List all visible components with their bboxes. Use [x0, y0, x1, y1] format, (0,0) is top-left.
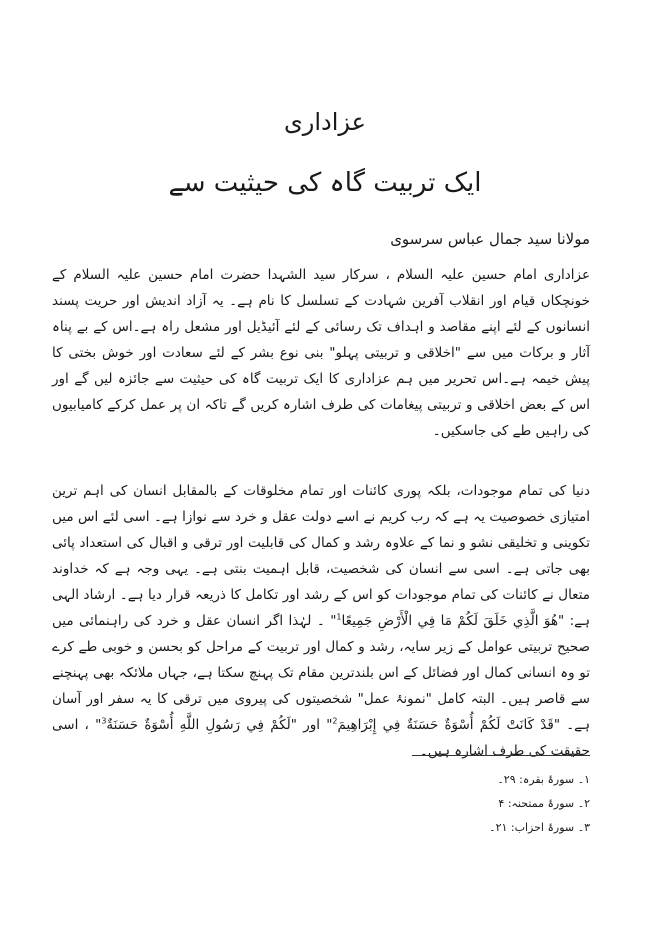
body-paragraph: [52, 478, 590, 764]
page-title: عزاداری: [284, 108, 366, 136]
footnote-reference: 1: [336, 612, 342, 622]
paragraph-text: " اور ": [290, 717, 333, 733]
body-paragraph: عزاداری امام حسین علیہ السلام ، سرکار سید الشہدا حضرت امام حسین علیہ السلام کے خونچکاں قیام اور انقلاب آفرین شہادت کے تسلسل کا نام ہے۔ یہ آزاد اندیش اور حریت پسند انسانوں کے لئے اپنے مقاصد و اہداف تک رسائی کے لئے آئیڈیل اور مشعل راہ ہے۔اس کے بے پناہ آثار و برکات میں سے "اخلاقی و تربیتی پہلو" بنی نوع بشر کے لئے سعادت اور خوش بختی کا پیش خیمہ ہے۔اس تحریر میں ہم عزاداری کا ایک تربیت گاہ کی حیثیت سے جائزہ لیں گے اور اس کے بعض اخلاقی و تربیتی پیغامات کی طرف اشارہ کریں گے تاکہ ان پر عمل کرکے کامیابیوں کی راہیں طے کی جاسکیں۔: [52, 267, 590, 439]
page-subtitle: ایک تربیت گاہ کی حیثیت سے: [168, 168, 482, 198]
paragraph-text: " ، اسی حقیقت کی طرف اشارہ ہیں۔: [52, 717, 590, 759]
paragraph-text: دنیا کی تمام موجودات، بلکہ پوری کائنات اور تمام مخلوقات کے بالمقابل انسان کی اہم ترین امتیازی خصوصیت یہ ہے کہ رب کریم نے اسے دولت عقل و خرد سے نوازا ہے۔ اسی لئے اس میں تکوینی و تخلیقی نشو و نما کے علاوہ رشد و کمال کی قابلیت اور ترقی و اقبال کی استعداد پائی بھی جاتی ہے۔ اسی سے انسان کی شخصیت، قابل اہمیت بنتی ہے۔ یہی وجہ ہے کہ خداوند متعال نے کائنات کی تمام موجودات کو اس کے رشد اور تکامل کا ذریعہ قرار دیا ہے۔ ارشاد الہی ہے: ": [52, 483, 590, 629]
footnote-item: ۳۔ سورۂ احزاب: ۲۱۔: [489, 821, 590, 834]
quran-verse: قَدْ كَانَتْ لَكُمْ أُسْوَةٌ حَسَنَةٌ فِي إِبْرَاهِيمَ: [337, 717, 554, 733]
quran-verse: لَكُمْ فِي رَسُولِ اللَّهِ أُسْوَةٌ حَسَنَةٌ: [106, 717, 291, 733]
paragraph-text: " ۔ لہٰذا اگر انسان عقل و خرد کی راہنمائی میں صحیح تربیتی عوامل کے زیر سایہ، رشد و کمال اور تربیت کے مراحل کو بحسن و خوبی طے کرے تو وہ انسانی کمال اور فضائل کے اس بلندترین مقام تک پہنچ سکتا ہے، جہاں ملائکہ بھی پہنچنے سے قاصر ہیں۔ البتہ کامل "نمونۂ عمل" شخصیتوں کی پیروی میں ترقی کا یہ سفر اور آسان ہے۔ ": [52, 613, 590, 733]
footnote-list: [489, 768, 590, 840]
footnote-item: ۱۔ سورۂ بقرہ: ۲۹۔: [497, 773, 590, 786]
author-name: مولانا سید جمال عباس سرسوی: [390, 230, 590, 248]
footnote-reference: 2: [332, 716, 338, 726]
footnote-item: ۲۔ سورۂ ممتحنہ: ۴: [498, 797, 590, 810]
quran-verse: هُوَ الَّذِي خَلَقَ لَكُمْ مَا فِي الْأَرْضِ جَمِيعًا: [341, 613, 558, 629]
footnote-reference: 3: [101, 716, 107, 726]
footnote-divider: [412, 755, 590, 756]
